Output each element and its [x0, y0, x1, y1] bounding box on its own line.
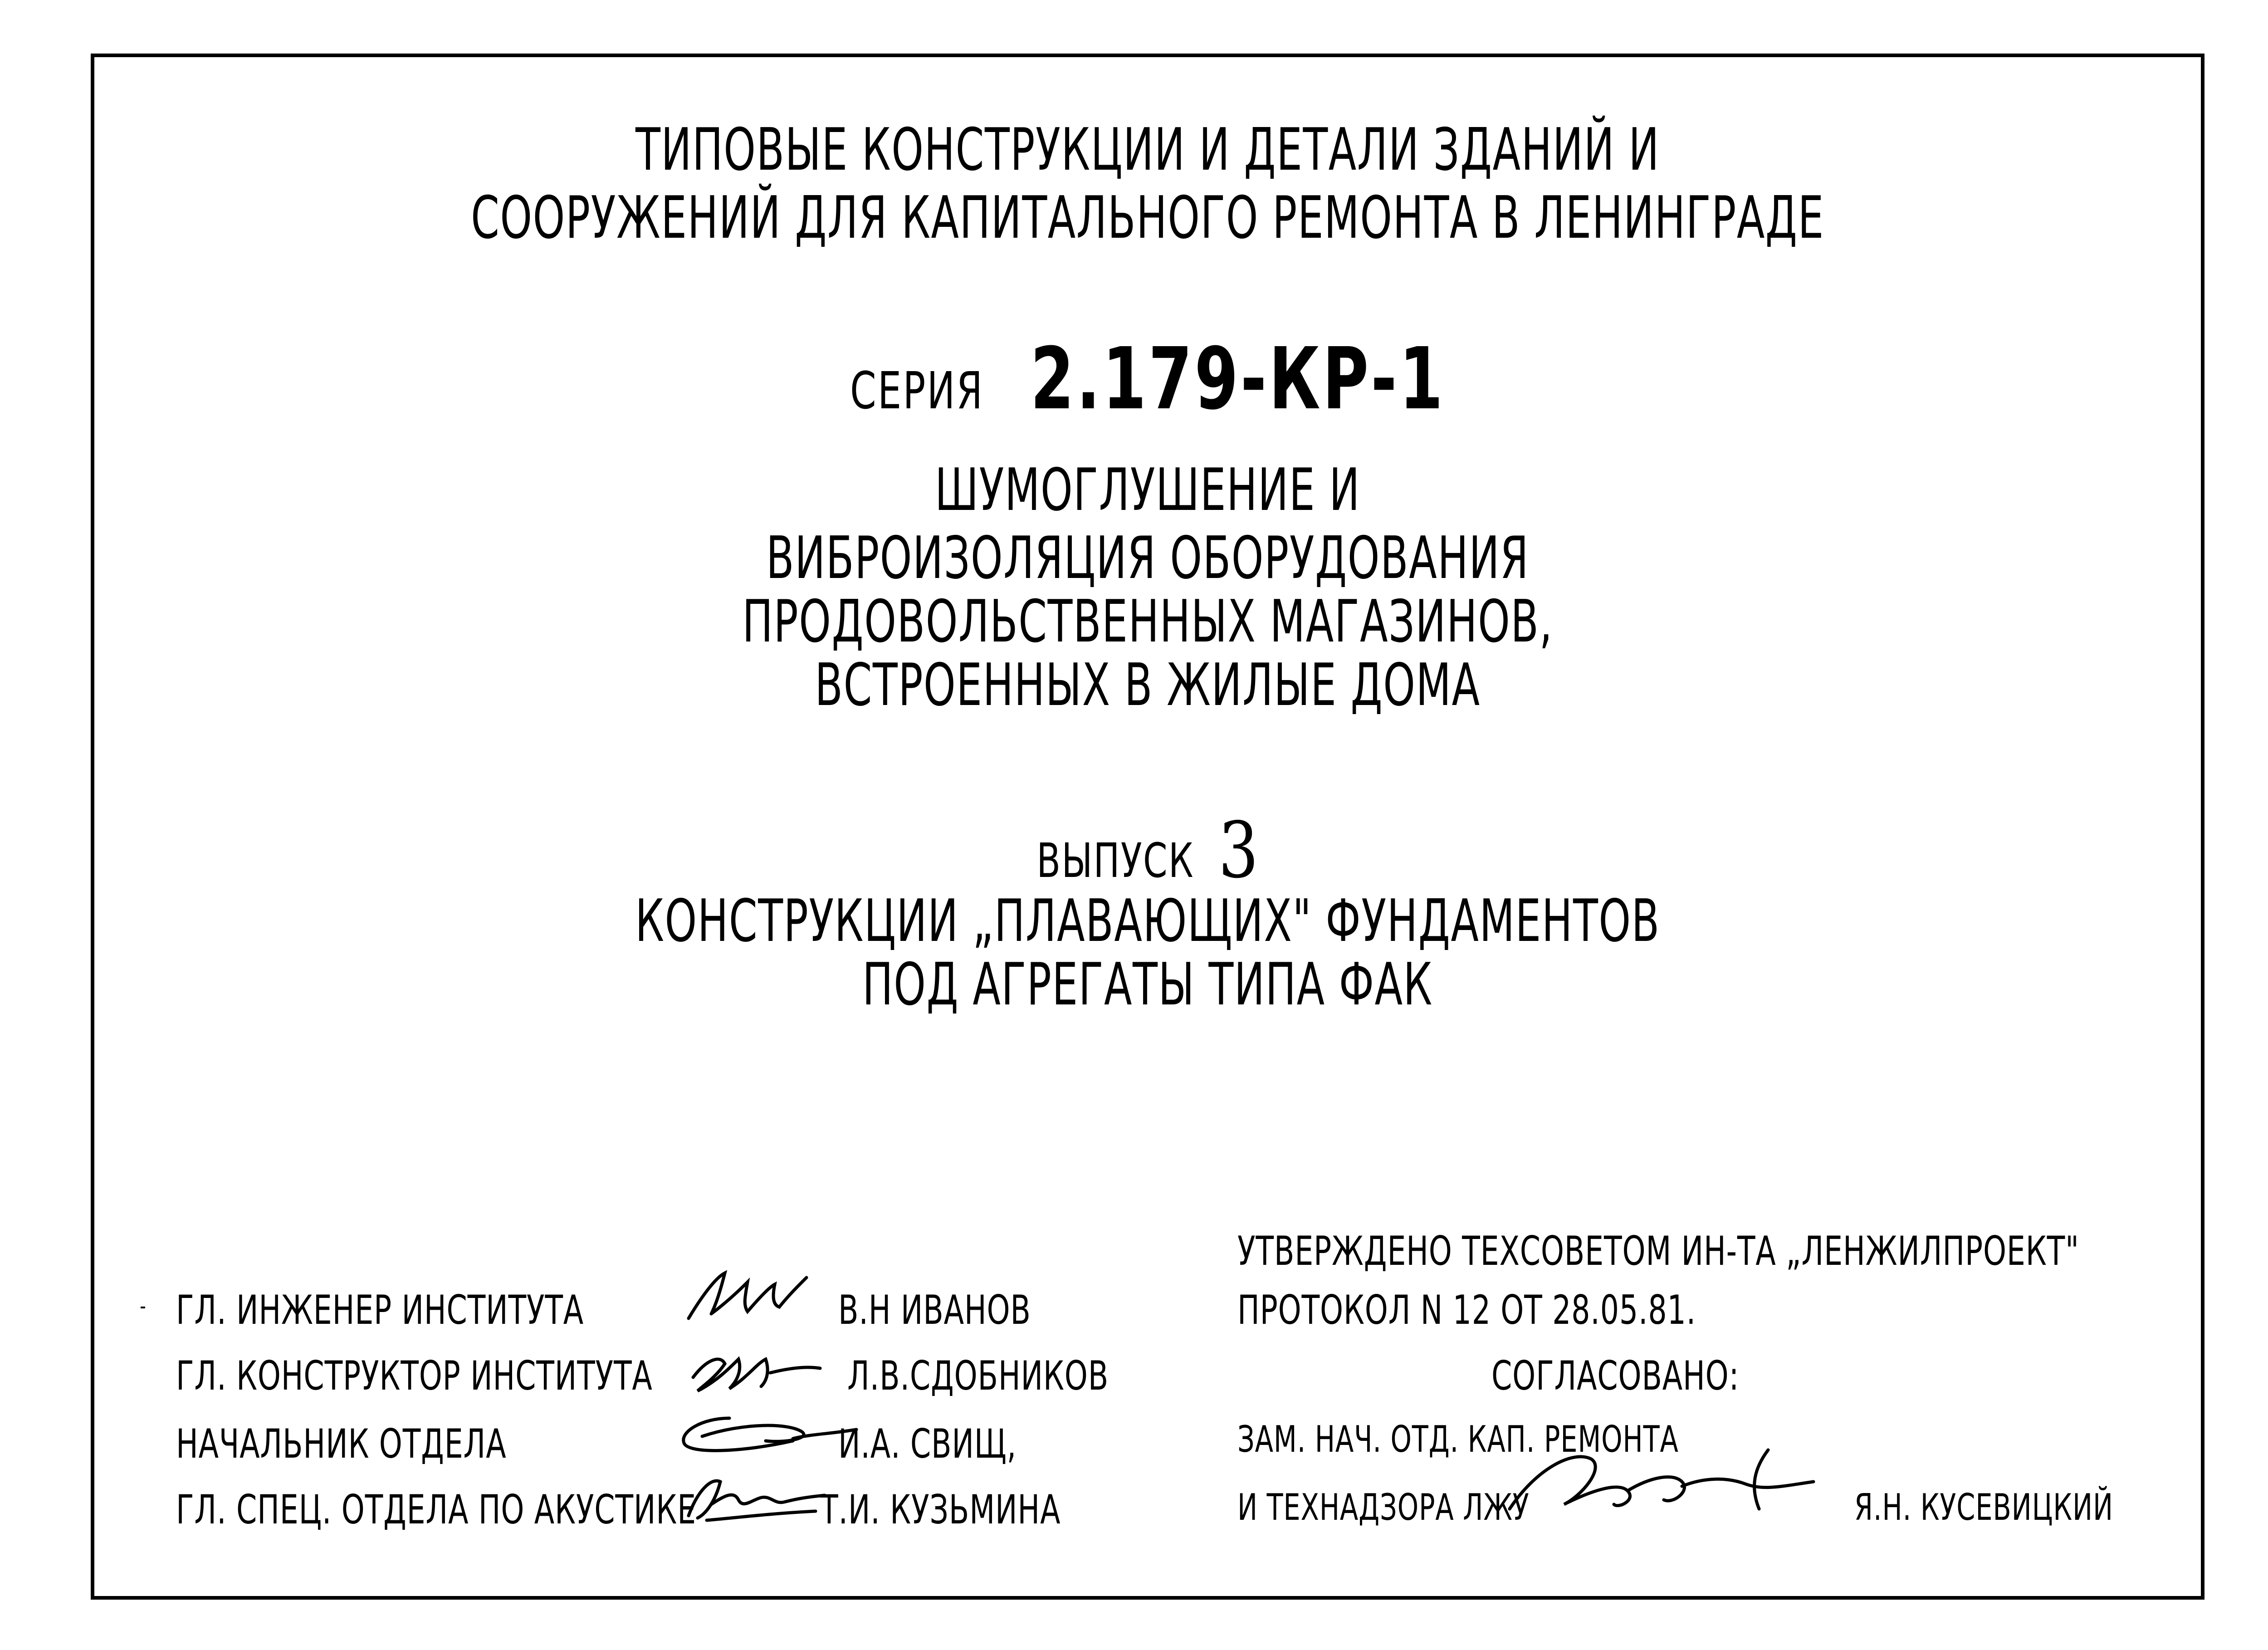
issue-number: 3 — [1218, 806, 1259, 896]
agreed-role-line-2: И ТЕХНАДЗОРА ЛЖУ — [1237, 1486, 1530, 1528]
series-code: 2.179-КР-1 — [1030, 329, 1446, 429]
signatory-name-1: В.Н ИВАНОВ — [838, 1287, 1031, 1333]
margin-tick — [141, 1307, 145, 1308]
signatory-name-3: И.А. СВИЩ, — [838, 1420, 1017, 1467]
header-line-1: ТИПОВЫЕ КОНСТРУКЦИИ И ДЕТАЛИ ЗДАНИЙ И — [635, 116, 1660, 184]
series-row — [284, 329, 2011, 429]
title-line-2: ВИБРОИЗОЛЯЦИЯ ОБОРУДОВАНИЯ — [766, 524, 1530, 592]
issue-row — [284, 806, 2011, 896]
signature-kuzmina — [679, 1473, 829, 1529]
title-line-3: ПРОДОВОЛЬСТВЕННЫХ МАГАЗИНОВ, — [742, 588, 1553, 656]
title-line-4: ВСТРОЕННЫХ В ЖИЛЫЕ ДОМА — [815, 651, 1481, 719]
series-label: СЕРИЯ — [850, 362, 984, 421]
signature-svisch — [675, 1409, 865, 1461]
agreed-name: Я.Н. КУСЕВИЦКИЙ — [1854, 1486, 2113, 1528]
agreed-role-line-1: ЗАМ. НАЧ. ОТД. КАП. РЕМОНТА — [1237, 1418, 1679, 1460]
protocol-line: ПРОТОКОЛ N 12 ОТ 28.05.81. — [1237, 1287, 1696, 1333]
title-line-1: ШУМОГЛУШЕНИЕ И — [935, 456, 1360, 524]
issue-label: ВЫПУСК — [1036, 833, 1194, 888]
issue-line-1: КОНСТРУКЦИИ „ПЛАВАЮЩИХ" ФУНДАМЕНТОВ — [635, 887, 1660, 955]
signatory-role-4: ГЛ. СПЕЦ. ОТДЕЛА ПО АКУСТИКЕ — [176, 1486, 697, 1533]
signatory-role-1: ГЛ. ИНЖЕНЕР ИНСТИТУТА — [176, 1287, 584, 1333]
sheet-frame — [91, 54, 2204, 1600]
agreed-label: СОГЛАСОВАНО: — [1491, 1352, 1740, 1399]
signatory-role-2: ГЛ. КОНСТРУКТОР ИНСТИТУТА — [176, 1352, 653, 1399]
approval-line: УТВЕРЖДЕНО ТЕХСОВЕТОМ ИН-ТА „ЛЕНЖИЛПРОЕКТ" — [1237, 1228, 2079, 1274]
header-line-2: СООРУЖЕНИЙ ДЛЯ КАПИТАЛЬНОГО РЕМОНТА В ЛЕНИНГРАДЕ — [471, 184, 1824, 252]
signatory-name-2: Л.В.СДОБНИКОВ — [847, 1352, 1109, 1399]
issue-line-2: ПОД АГРЕГАТЫ ТИПА ФАК — [862, 951, 1433, 1018]
signature-ivanov — [684, 1268, 811, 1329]
signature-sdobnikov — [689, 1341, 825, 1402]
signatory-name-4: Т.И. КУЗЬМИНА — [820, 1486, 1061, 1533]
signatory-role-3: НАЧАЛЬНИК ОТДЕЛА — [176, 1420, 507, 1467]
